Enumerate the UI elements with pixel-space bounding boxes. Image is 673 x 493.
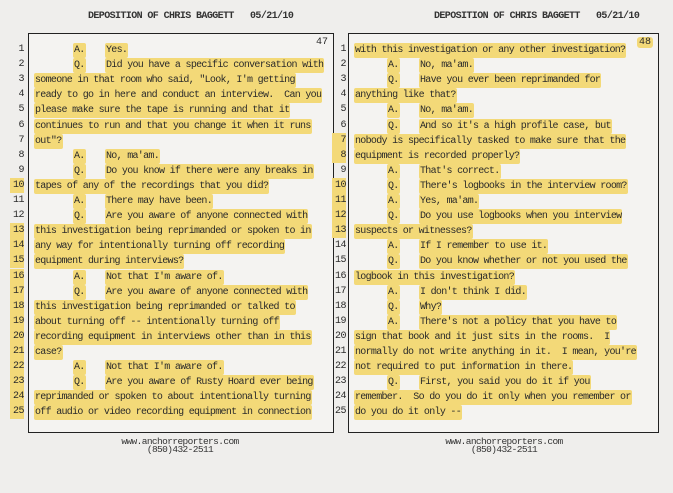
line-number: 17	[10, 284, 24, 299]
transcript-text: Not that I'm aware of.	[106, 271, 223, 283]
line-number: 3	[18, 74, 24, 86]
speaker-label: Q.	[388, 256, 399, 268]
transcript-text: Yes, ma'am.	[420, 196, 479, 207]
speaker-label: A.	[388, 241, 399, 253]
line-number: 20	[10, 329, 24, 344]
line-number: 25	[334, 406, 346, 418]
transcript-line	[29, 134, 333, 149]
transcript-text: logbook in this investigation?	[355, 271, 515, 283]
line-number: 24	[10, 389, 24, 404]
transcript-line	[349, 164, 658, 179]
speaker-label: A.	[74, 271, 85, 283]
transcript-text: recording equipment in interviews other than in this	[35, 331, 311, 343]
transcript-line	[349, 179, 658, 194]
line-number: 10	[332, 178, 346, 193]
line-number: 2	[340, 59, 346, 71]
speaker-label: A.	[388, 196, 399, 207]
line-number: 14	[10, 238, 24, 253]
transcript-text: Not that I'm aware of.	[106, 362, 223, 374]
line-number: 18	[10, 299, 24, 314]
line-number: 16	[334, 270, 346, 282]
transcript-line	[29, 375, 333, 390]
speaker-label: A.	[388, 60, 399, 72]
transcript-text: Do you know whether or not you used the	[420, 256, 627, 268]
line-number: 22	[334, 361, 346, 373]
transcript-text: There's logbooks in the interview room?	[420, 180, 627, 192]
transcript-line	[349, 58, 658, 73]
transcript-text: Are you aware of anyone connected with	[106, 211, 308, 223]
transcript-text: remember. So do you do it only when you remember or	[355, 392, 631, 404]
transcript-text: ready to go in here and conduct an interview. Can you	[35, 90, 322, 102]
line-number: 17	[334, 285, 346, 297]
transcript-text: case?	[35, 347, 62, 358]
line-number: 6	[340, 119, 346, 131]
transcript-line	[29, 194, 333, 209]
speaker-label: Q.	[388, 377, 399, 389]
transcript-text: No, ma'am.	[420, 60, 474, 72]
transcript-text: normally do not write anything in it. I mean, you're	[355, 347, 636, 358]
line-number: 11	[12, 195, 24, 206]
transcript-text: There's not a policy that you have to	[420, 316, 617, 328]
transcript-line	[29, 239, 333, 254]
line-number: 22	[10, 359, 24, 374]
transcript-line	[349, 43, 658, 58]
line-number: 5	[18, 104, 24, 116]
transcript-text: nobody is specifically tasked to make sure that the	[355, 135, 626, 147]
line-number: 15	[334, 255, 346, 267]
transcript-text: Do you use logbooks when you interview	[420, 211, 622, 223]
left-footer-url: www.anchorreporters.com	[121, 436, 239, 447]
transcript-text: Are you aware of Rusty Hoard ever being	[106, 377, 313, 389]
transcript-line	[349, 149, 658, 164]
transcript-line	[29, 149, 333, 164]
transcript-line	[349, 224, 658, 239]
line-number: 18	[334, 300, 346, 312]
transcript-text: Have you ever been reprimanded for	[420, 75, 601, 87]
transcript-text: Did you have a specific conversation with	[106, 60, 324, 72]
transcript-text: any way for intentionally turning off recording	[35, 241, 285, 253]
left-page-header: DEPOSITION OF CHRIS BAGGETT 05/21/10	[88, 11, 294, 22]
line-number: 4	[340, 89, 346, 101]
speaker-label: A.	[74, 150, 85, 162]
speaker-label: Q.	[388, 75, 399, 87]
transcript-text: out"?	[35, 135, 62, 147]
transcript-line	[29, 285, 333, 300]
transcript-line	[349, 239, 658, 254]
transcript-text: not required to put information in there.	[355, 362, 573, 374]
line-number: 12	[332, 208, 346, 223]
line-number: 13	[332, 223, 346, 238]
speaker-label: Q.	[74, 211, 85, 223]
line-number: 15	[10, 253, 24, 268]
transcript-text: First, you said you do it if you	[420, 377, 590, 389]
transcript-line	[29, 254, 333, 269]
transcript-line	[29, 300, 333, 315]
page-number: 47	[315, 37, 328, 48]
speaker-label: A.	[74, 45, 85, 56]
transcript-text: reprimanded or spoken to about intentionally turning	[35, 392, 311, 404]
speaker-label: Q.	[388, 301, 399, 313]
line-number: 7	[332, 133, 346, 148]
transcript-line	[29, 315, 333, 330]
line-number: 20	[334, 330, 346, 342]
speaker-label: A.	[388, 105, 399, 117]
transcript-text: continues to run and that you change it when it runs	[35, 120, 311, 132]
transcript-line	[349, 390, 658, 405]
transcript-text: That's correct.	[420, 165, 500, 177]
transcript-line	[29, 390, 333, 405]
transcript-text: No, ma'am.	[106, 150, 160, 162]
left-page	[28, 33, 334, 433]
transcript-text: If I remember to use it.	[420, 241, 548, 253]
right-footer-phone: (850)432-2511	[470, 444, 538, 455]
speaker-label: Q.	[388, 211, 399, 223]
transcript-line	[349, 315, 658, 330]
line-number: 21	[10, 344, 24, 359]
line-number: 10	[10, 178, 24, 193]
line-number: 5	[340, 104, 346, 116]
speaker-label: Q.	[74, 165, 85, 177]
right-footer-url: www.anchorreporters.com	[445, 436, 563, 447]
speaker-label: A.	[388, 286, 399, 298]
line-number: 6	[18, 119, 24, 131]
line-number: 19	[10, 314, 24, 329]
transcript-line	[29, 103, 333, 118]
transcript-text: equipment is recorded properly?	[355, 150, 520, 162]
line-number: 16	[10, 269, 24, 284]
transcript-text: this investigation being reprimanded or spoken to in	[35, 226, 311, 238]
speaker-label: Q.	[74, 286, 85, 298]
line-number: 4	[18, 89, 24, 101]
line-number: 23	[334, 376, 346, 388]
transcript-text: do you do it only --	[355, 407, 462, 419]
transcript-text: off audio or video recording equipment in connection	[35, 407, 311, 419]
transcript-line	[349, 330, 658, 345]
transcript-line	[29, 58, 333, 73]
speaker-label: A.	[74, 196, 85, 207]
speaker-label: A.	[388, 316, 399, 328]
transcript-line	[349, 360, 658, 375]
line-number: 3	[340, 74, 346, 86]
transcript-text: with this investigation or any other investigation?	[355, 45, 626, 56]
transcript-line	[29, 330, 333, 345]
transcript-line	[349, 270, 658, 285]
transcript-line	[349, 134, 658, 149]
transcript-text: Yes.	[106, 45, 128, 56]
right-page	[348, 33, 659, 433]
transcript-line	[349, 88, 658, 103]
transcript-line	[29, 179, 333, 194]
line-number: 8	[18, 149, 24, 161]
line-number: 19	[334, 315, 346, 327]
line-number: 12	[12, 210, 24, 222]
transcript-line	[349, 73, 658, 88]
transcript-text: sign that book and it just sits in the rooms. I	[355, 331, 610, 343]
transcript-line	[349, 285, 658, 300]
line-number: 11	[332, 193, 346, 208]
transcript-line	[29, 345, 333, 360]
transcript-text: I don't think I did.	[420, 286, 527, 298]
transcript-line	[29, 270, 333, 285]
transcript-text: about turning off -- intentionally turning off	[35, 316, 279, 328]
line-number: 9	[340, 164, 346, 176]
line-number: 2	[18, 59, 24, 71]
transcript-line	[29, 405, 333, 420]
speaker-label: Q.	[388, 120, 399, 132]
transcript-text: Do you know if there were any breaks in	[106, 165, 313, 177]
line-number: 1	[18, 44, 24, 55]
transcript-text: tapes of any of the recordings that you did?	[35, 180, 269, 192]
transcript-line	[29, 73, 333, 88]
transcript-line	[29, 43, 333, 58]
line-number: 25	[10, 404, 24, 419]
line-number: 13	[10, 223, 24, 238]
page-number: 48	[638, 37, 651, 48]
speaker-label: A.	[388, 165, 399, 177]
left-footer-phone: (850)432-2511	[146, 444, 214, 455]
transcript-text: anything like that?	[355, 90, 456, 102]
transcript-line	[29, 164, 333, 179]
right-page-header: DEPOSITION OF CHRIS BAGGETT 05/21/10	[434, 11, 640, 22]
transcript-line	[29, 88, 333, 103]
transcript-text: And so it's a high profile case, but	[420, 120, 611, 132]
transcript-text: please make sure the tape is running and that it	[35, 105, 290, 117]
transcript-text: There may have been.	[106, 196, 213, 207]
transcript-text: Are you aware of anyone connected with	[106, 286, 308, 298]
transcript-line	[349, 405, 658, 420]
line-number: 24	[334, 391, 346, 403]
line-number: 8	[332, 148, 346, 163]
transcript-line	[349, 254, 658, 269]
line-number: 9	[18, 164, 24, 176]
speaker-label: Q.	[388, 180, 399, 192]
transcript-line	[349, 300, 658, 315]
transcript-line	[349, 119, 658, 134]
line-number: 1	[340, 44, 346, 55]
transcript-line	[29, 360, 333, 375]
transcript-text: this investigation being reprimanded or talked to	[35, 301, 295, 313]
transcript-line	[349, 345, 658, 360]
speaker-label: Q.	[74, 60, 85, 72]
transcript-text: suspects or witnesses?	[355, 226, 472, 238]
line-number: 7	[18, 134, 24, 146]
transcript-line	[349, 209, 658, 224]
transcript-line	[349, 375, 658, 390]
speaker-label: Q.	[74, 377, 85, 389]
transcript-line	[29, 119, 333, 134]
transcript-line	[29, 224, 333, 239]
transcript-text: someone in that room who said, "Look, I'm getting	[35, 75, 295, 87]
line-number: 14	[334, 240, 346, 252]
transcript-text: equipment during interviews?	[35, 256, 184, 268]
transcript-line	[349, 103, 658, 118]
transcript-text: Why?	[420, 301, 442, 313]
line-number: 23	[10, 374, 24, 389]
transcript-text: No, ma'am.	[420, 105, 474, 117]
transcript-line	[349, 194, 658, 209]
speaker-label: A.	[74, 362, 85, 374]
line-number: 21	[334, 346, 346, 357]
transcript-line	[29, 209, 333, 224]
